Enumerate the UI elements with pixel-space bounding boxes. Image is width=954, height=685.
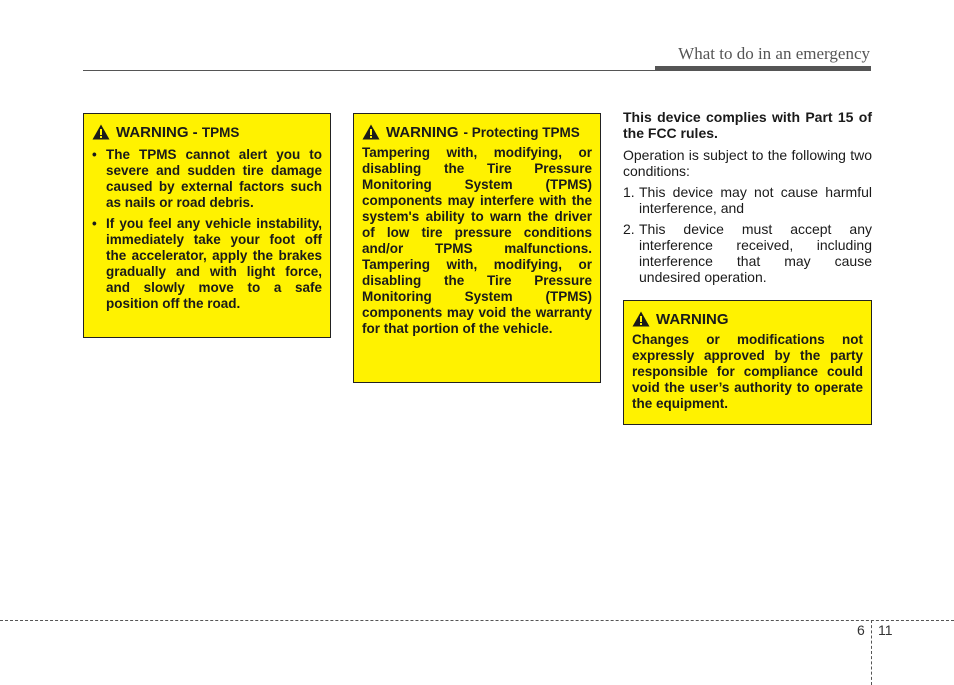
warning-box-fcc — [623, 300, 872, 425]
warning-heading — [362, 124, 592, 141]
chapter-number: 6 — [857, 622, 865, 638]
warning-triangle-icon — [632, 311, 650, 327]
fcc-intro: Operation is subject to the following two conditions: — [623, 147, 872, 179]
warning-triangle-icon — [92, 124, 110, 140]
warning-subtitle: TPMS — [201, 125, 240, 140]
condition-text: This device must accept any interference received, including interference that may cause undesired operation. — [639, 221, 872, 285]
warning-title: WARNING — [386, 124, 459, 141]
header-bar — [655, 66, 871, 71]
header-title: What to do in an emergency — [678, 44, 870, 63]
warning-box-protecting-tpms — [353, 113, 601, 383]
fcc-condition — [623, 184, 872, 216]
warning-body: Changes or modifications not expressly approved by the party responsible for compliance could void the user’s authority to operate the equipment. — [632, 332, 863, 411]
warning-subtitle: - Protecting TPMS — [463, 125, 580, 140]
warning-bullet: • If you feel any vehicle instability, immediately take your foot off the accelerator, apply the brakes gradually and with light force, and slowly move to a safe position off the road. — [92, 216, 322, 312]
warning-body: Tampering with, modifying, or disabling the Tire Pressure Monitoring System (TPMS) components may interfere with the system's ability to warn the driver of low tire pressure conditions and/or TPMS malfunctions. Tampering with, modifying, or disabling the Tire Pressure Monitoring System (TPMS) components may void the warranty for that portion of the vehicle. — [362, 145, 592, 336]
page-number: 11 — [878, 622, 893, 638]
footer-divider — [0, 620, 954, 621]
warning-heading — [92, 124, 322, 141]
warning-title: WARNING — [656, 311, 729, 328]
fcc-condition — [623, 221, 872, 285]
warning-title: WARNING - — [116, 124, 198, 141]
footer-vertical-divider — [871, 620, 872, 685]
fcc-statement: This device complies with Part 15 of the FCC rules. — [623, 109, 872, 141]
warning-box-tpms — [83, 113, 331, 338]
condition-number: 1. — [623, 184, 635, 200]
warning-bullet: • The TPMS cannot alert you to severe and sudden tire damage caused by external factors such as nails or road debris. — [92, 147, 322, 211]
warning-heading — [632, 311, 863, 328]
warning-triangle-icon — [362, 124, 380, 140]
fcc-section — [623, 109, 872, 290]
condition-text: This device may not cause harmful interference, and — [639, 184, 872, 216]
condition-number: 2. — [623, 221, 635, 237]
